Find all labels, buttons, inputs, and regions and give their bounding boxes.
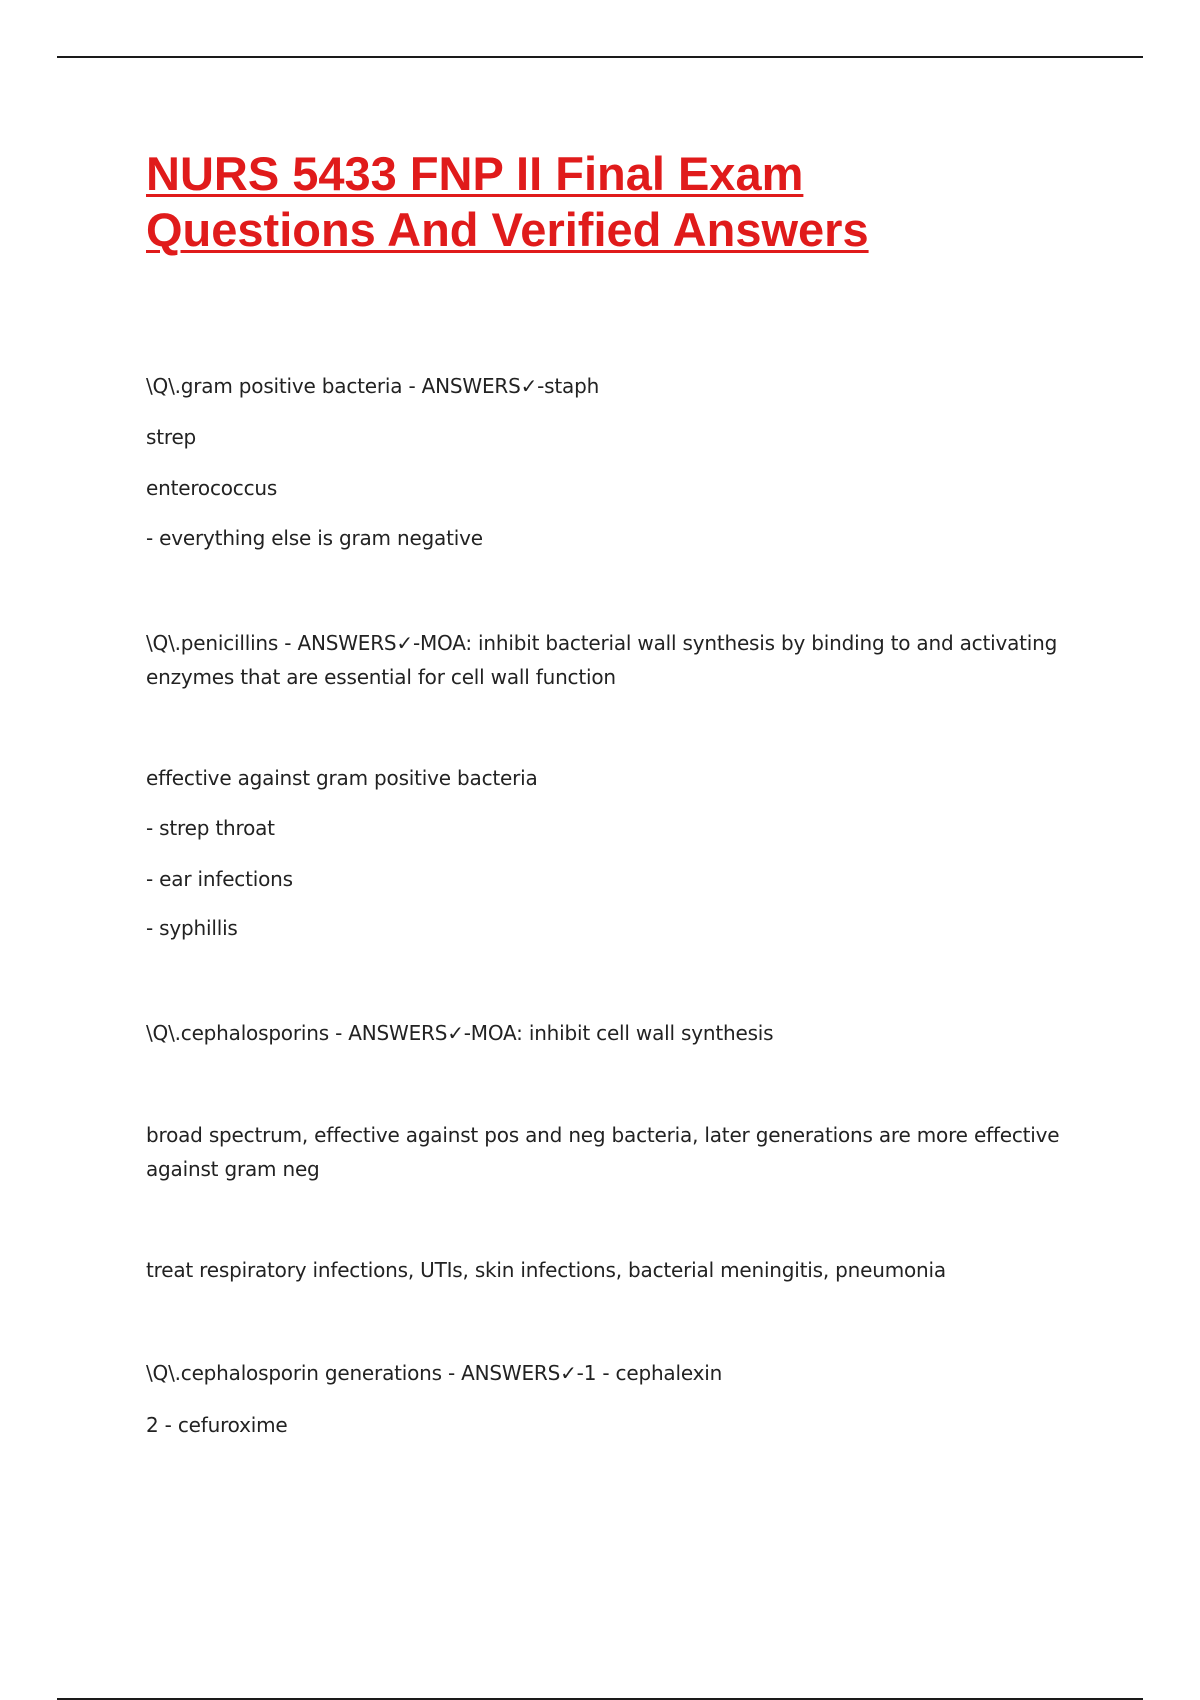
top-rule — [57, 56, 1143, 58]
question-cephalosporin-generations: \Q\.cephalosporin generations - ANSWERS✓-1 - cephalexin — [146, 1361, 723, 1385]
answer-line: - strep throat — [146, 816, 275, 840]
answer-line: broad spectrum, effective against pos and neg bacteria, later generations are more effective — [146, 1123, 1060, 1147]
answer-line: - ear infections — [146, 867, 293, 891]
answer-line: - everything else is gram negative — [146, 526, 483, 550]
question-cephalosporins: \Q\.cephalosporins - ANSWERS✓-MOA: inhibit cell wall synthesis — [146, 1021, 774, 1045]
question-gram-positive: \Q\.gram positive bacteria - ANSWERS✓-staph — [146, 374, 600, 398]
answer-line: effective against gram positive bacteria — [146, 766, 538, 790]
answer-line: 2 - cefuroxime — [146, 1413, 288, 1437]
question-penicillins: \Q\.penicillins - ANSWERS✓-MOA: inhibit bacterial wall synthesis by binding to and activating — [146, 631, 1058, 655]
answer-line: enterococcus — [146, 476, 278, 500]
document-title — [146, 146, 1106, 258]
title-line-2: Questions And Verified Answers — [146, 203, 869, 256]
answer-line: treat respiratory infections, UTIs, skin infections, bacterial meningitis, pneumonia — [146, 1258, 946, 1282]
title-line-1: NURS 5433 FNP II Final Exam — [146, 147, 804, 200]
answer-line: - syphillis — [146, 916, 238, 940]
answer-line: strep — [146, 425, 197, 449]
answer-line: against gram neg — [146, 1157, 320, 1181]
answer-line: enzymes that are essential for cell wall function — [146, 665, 616, 689]
